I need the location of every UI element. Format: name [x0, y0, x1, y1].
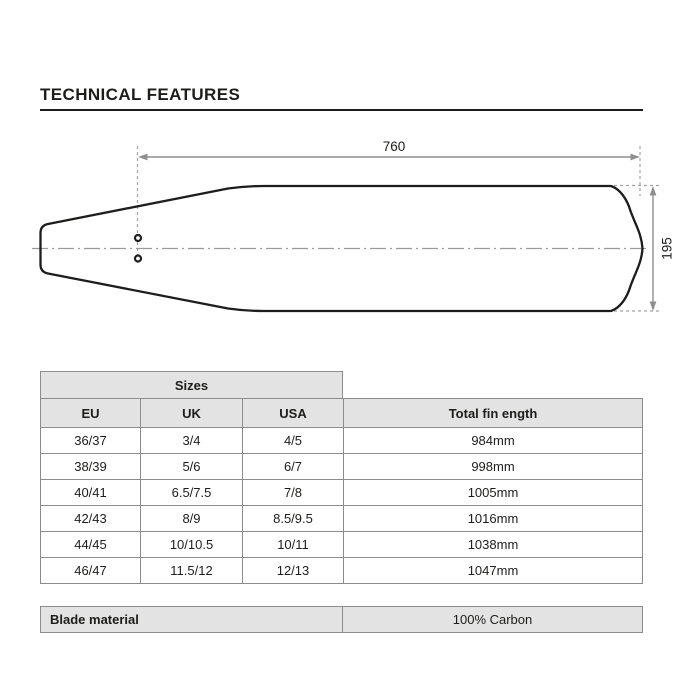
column-header-eu: EU: [41, 399, 141, 427]
blade-material-value: 100% Carbon: [452, 612, 533, 627]
cell-usa: 7/8: [243, 480, 344, 505]
column-header-total-fin-length: Total fin ength: [448, 405, 538, 421]
cell-total-length: 984mm: [471, 433, 515, 448]
cell-total-length: 1038mm: [467, 537, 519, 552]
cell-eu: 42/43: [41, 506, 141, 531]
column-header-usa: USA: [243, 399, 344, 427]
sizes-group-header-label: Sizes: [174, 377, 209, 393]
cell-usa: 8.5/9.5: [243, 506, 344, 531]
mounting-hole-top: [135, 235, 141, 241]
table-row: [41, 558, 642, 584]
length-arrow-left: [138, 154, 148, 161]
cell-total-length: 998mm: [471, 459, 515, 474]
cell-uk: 6.5/7.5: [141, 480, 243, 505]
cell-total-length: 1047mm: [467, 563, 519, 578]
page-title: TECHNICAL FEATURES: [40, 85, 241, 104]
width-dimension-label: 195: [659, 237, 675, 260]
cell-eu: 38/39: [41, 454, 141, 479]
cell-uk: 5/6: [141, 454, 243, 479]
cell-total-length: 1016mm: [467, 511, 519, 526]
length-dimension-label: 760: [382, 139, 406, 154]
mounting-hole-bottom: [135, 256, 141, 262]
sizes-group-header: [40, 371, 343, 399]
cell-usa: 10/11: [243, 532, 344, 557]
width-arrow-top: [650, 186, 657, 196]
table-row: [41, 480, 642, 506]
table-row: [41, 428, 642, 454]
cell-eu: 44/45: [41, 532, 141, 557]
cell-uk: 8/9: [141, 506, 243, 531]
cell-total-length: 1005mm: [467, 485, 519, 500]
blade-material-row: [40, 606, 643, 633]
sizes-table: [40, 398, 643, 584]
blade-material-label: Blade material: [41, 607, 343, 632]
cell-eu: 46/47: [41, 558, 141, 583]
table-row: [41, 506, 642, 532]
cell-usa: 6/7: [243, 454, 344, 479]
table-header-row: [41, 399, 642, 428]
cell-eu: 36/37: [41, 428, 141, 453]
cell-uk: 3/4: [141, 428, 243, 453]
width-arrow-bottom: [650, 302, 657, 312]
cell-uk: 10/10.5: [141, 532, 243, 557]
cell-usa: 12/13: [243, 558, 344, 583]
cell-eu: 40/41: [41, 480, 141, 505]
cell-usa: 4/5: [243, 428, 344, 453]
cell-uk: 11.5/12: [141, 558, 243, 583]
table-row: [41, 454, 642, 480]
length-arrow-right: [631, 154, 641, 161]
table-row: [41, 532, 642, 558]
column-header-uk: UK: [141, 399, 243, 427]
